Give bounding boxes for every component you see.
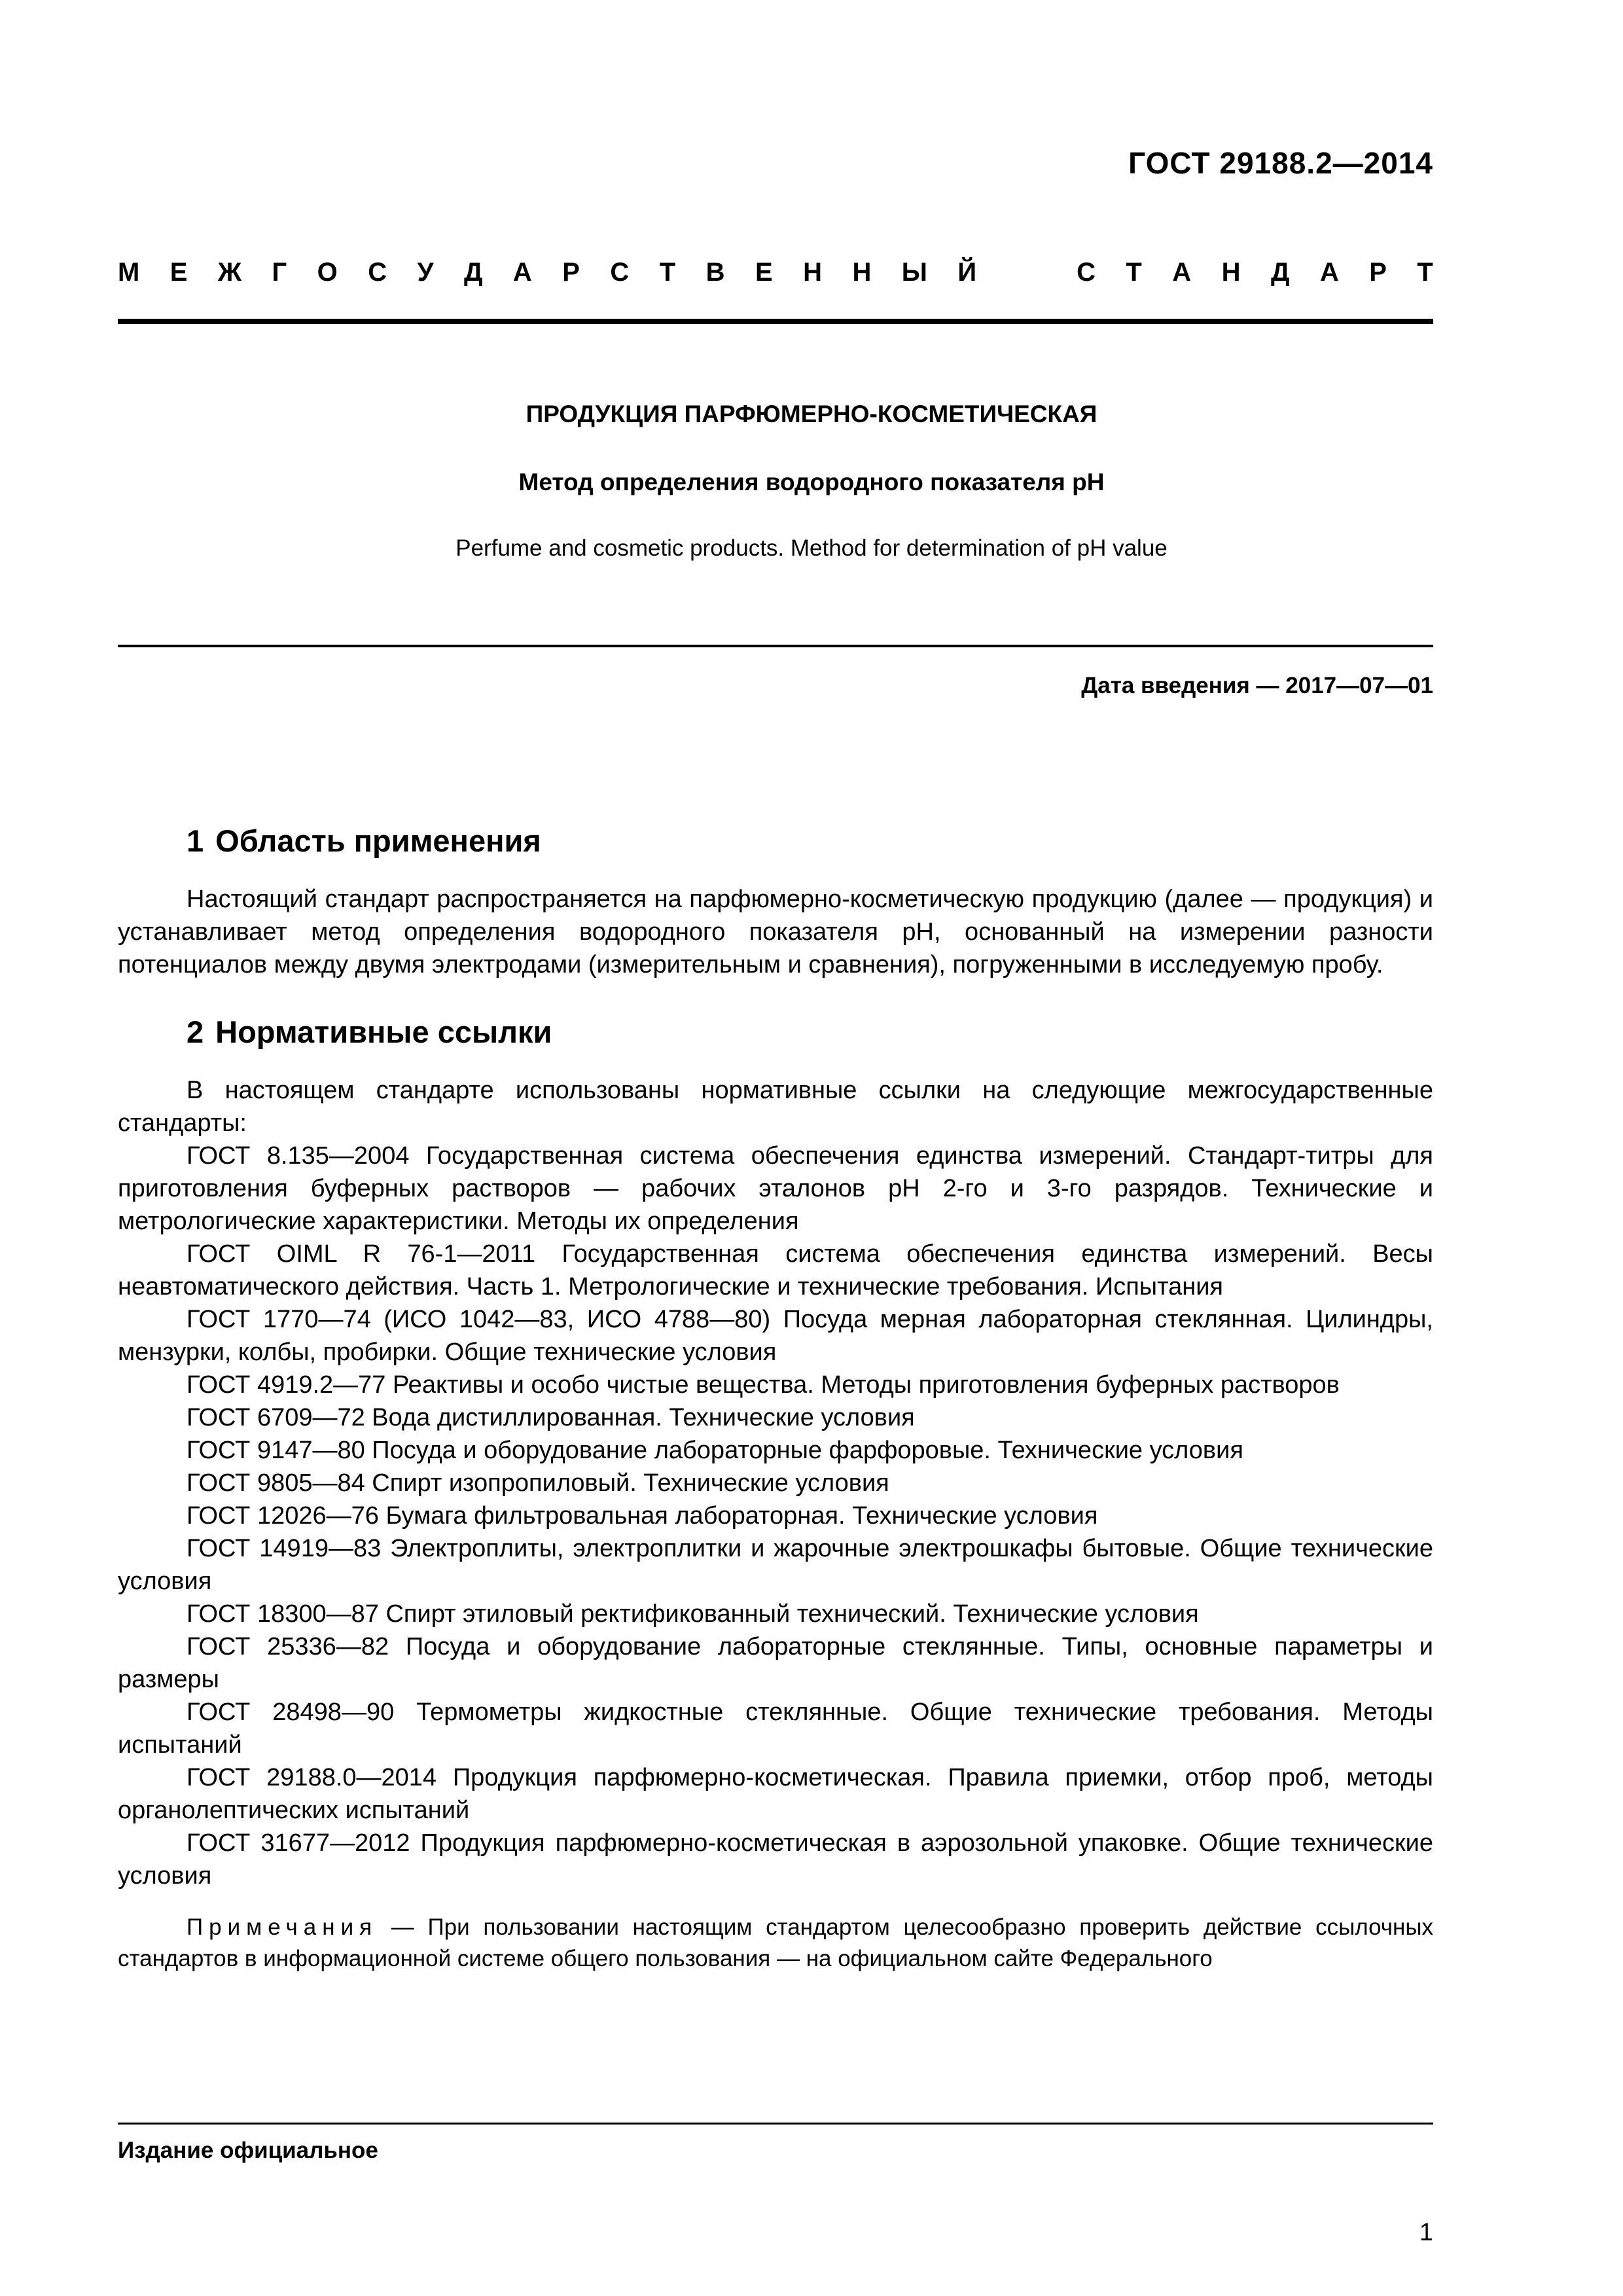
reference-item: ГОСТ 9805—84 Спирт изопропиловый. Технические условия <box>187 1469 889 1497</box>
header-letter: О <box>317 258 338 287</box>
reference-item: ГОСТ 18300—87 Спирт этиловый ректификованный технический. Технические условия <box>187 1600 1199 1628</box>
page-number: 1 <box>1419 2219 1433 2246</box>
header-letter: Й <box>957 258 977 287</box>
header-letter: С <box>1077 258 1096 287</box>
header-letter: Р <box>562 258 580 287</box>
reference-item: ГОСТ 4919.2—77 Реактивы и особо чистые вещества. Методы приготовления буферных растворов <box>187 1371 1340 1399</box>
reference-item: ГОСТ 25336—82 Посуда и оборудование лабораторные стеклянные. Типы, основные параметры и размеры <box>118 1633 1433 1693</box>
section-number: 2 <box>187 1014 204 1049</box>
header-letter: Д <box>463 258 483 287</box>
header-letter: Т <box>1417 258 1433 287</box>
document-number: ГОСТ 29188.2—2014 <box>1128 146 1433 180</box>
note-text: — При пользовании настоящим стандартом целесообразно проверить действие ссылочных стандартов в информационной системе общего пользования — на официальном сайте Федерального <box>118 1914 1433 1971</box>
reference-item: ГОСТ 31677—2012 Продукция парфюмерно-косметическая в аэрозольной упаковке. Общие технические условия <box>118 1829 1433 1890</box>
reference-item: ГОСТ 8.135—2004 Государственная система обеспечения единства измерений. Стандарт-титры для приготовления буферных растворов — рабочих эталонов pH 2-го и 3-го разрядов. Технические и метрологические характеристики. Методы их определения <box>118 1142 1433 1235</box>
header-letter: М <box>118 258 140 287</box>
section-2-heading <box>118 1013 1433 1052</box>
header-letter: Н <box>852 258 872 287</box>
reference-item: ГОСТ OIML R 76-1—2011 Государственная система обеспечения единства измерений. Весы неавтоматического действия. Часть 1. Метрологические и технические требования. Испытания <box>118 1240 1433 1300</box>
header-letter: Е <box>755 258 773 287</box>
reference-item: ГОСТ 12026—76 Бумага фильтровальная лабораторная. Технические условия <box>187 1502 1098 1530</box>
header-letter: А <box>512 258 532 287</box>
header-letter: В <box>705 258 725 287</box>
header-letter: Е <box>169 258 188 287</box>
section-1-heading <box>118 821 1433 861</box>
section-1-text: Настоящий стандарт распространяется на парфюмерно-косметическую продукцию (далее — продукция) и устанавливает метод определения водородного показателя pH, основанный на измерении разности потенциалов между двумя электродами (измерительным и сравнения), погруженными в исследуемую пробу. <box>118 886 1433 978</box>
header-letter: А <box>1172 258 1192 287</box>
header-rule <box>118 319 1433 324</box>
section-number: 1 <box>187 823 204 858</box>
document-title-english: Perfume and cosmetic products. Method for determination of pH value <box>455 535 1168 561</box>
header-letter: С <box>610 258 630 287</box>
reference-item: ГОСТ 29188.0—2014 Продукция парфюмерно-косметическая. Правила приемки, отбор проб, методы органолептических испытаний <box>118 1764 1433 1824</box>
header-letter: Р <box>1369 258 1387 287</box>
footer-rule <box>118 2123 1433 2125</box>
reference-item: ГОСТ 6709—72 Вода дистиллированная. Технические условия <box>187 1404 915 1431</box>
header-word-gap <box>1007 258 1046 287</box>
section-2-intro: В настоящем стандарте использованы нормативные ссылки на следующие межгосударственные стандарты: <box>118 1077 1433 1137</box>
title-rule <box>118 645 1433 647</box>
header-letter: С <box>368 258 387 287</box>
section-title: Нормативные ссылки <box>215 1014 552 1049</box>
document-body <box>118 821 1433 1975</box>
document-subtitle: Метод определения водородного показателя pH <box>518 469 1105 495</box>
header-letter: Д <box>1270 258 1290 287</box>
header-letter: Г <box>272 258 287 287</box>
header-letter: Т <box>659 258 676 287</box>
reference-item: ГОСТ 14919—83 Электроплиты, электроплитки и жарочные электрошкафы бытовые. Общие технические условия <box>118 1535 1433 1595</box>
note-label: Примечания <box>187 1914 378 1940</box>
introduction-date: Дата введения — 2017—07—01 <box>1081 673 1433 698</box>
header-letter: У <box>417 258 434 287</box>
header-letter: Ж <box>217 258 242 287</box>
edition-label: Издание официальное <box>118 2138 378 2163</box>
standard-type-header <box>118 258 1433 287</box>
document-title: ПРОДУКЦИЯ ПАРФЮМЕРНО-КОСМЕТИЧЕСКАЯ <box>526 401 1097 427</box>
header-letter: А <box>1319 258 1339 287</box>
header-letter: Н <box>803 258 822 287</box>
note-paragraph <box>118 1912 1433 1975</box>
header-letter: Ы <box>901 258 927 287</box>
header-letter: Т <box>1126 258 1142 287</box>
reference-item: ГОСТ 28498—90 Термометры жидкостные стеклянные. Общие технические требования. Методы испытаний <box>118 1698 1433 1759</box>
reference-list <box>118 1139 1433 1892</box>
reference-item: ГОСТ 9147—80 Посуда и оборудование лабораторные фарфоровые. Технические условия <box>187 1437 1243 1464</box>
section-title: Область применения <box>215 823 541 858</box>
reference-item: ГОСТ 1770—74 (ИСО 1042—83, ИСО 4788—80) Посуда мерная лабораторная стеклянная. Цилиндры, мензурки, колбы, пробирки. Общие технические условия <box>118 1306 1433 1366</box>
header-letter: Н <box>1221 258 1241 287</box>
